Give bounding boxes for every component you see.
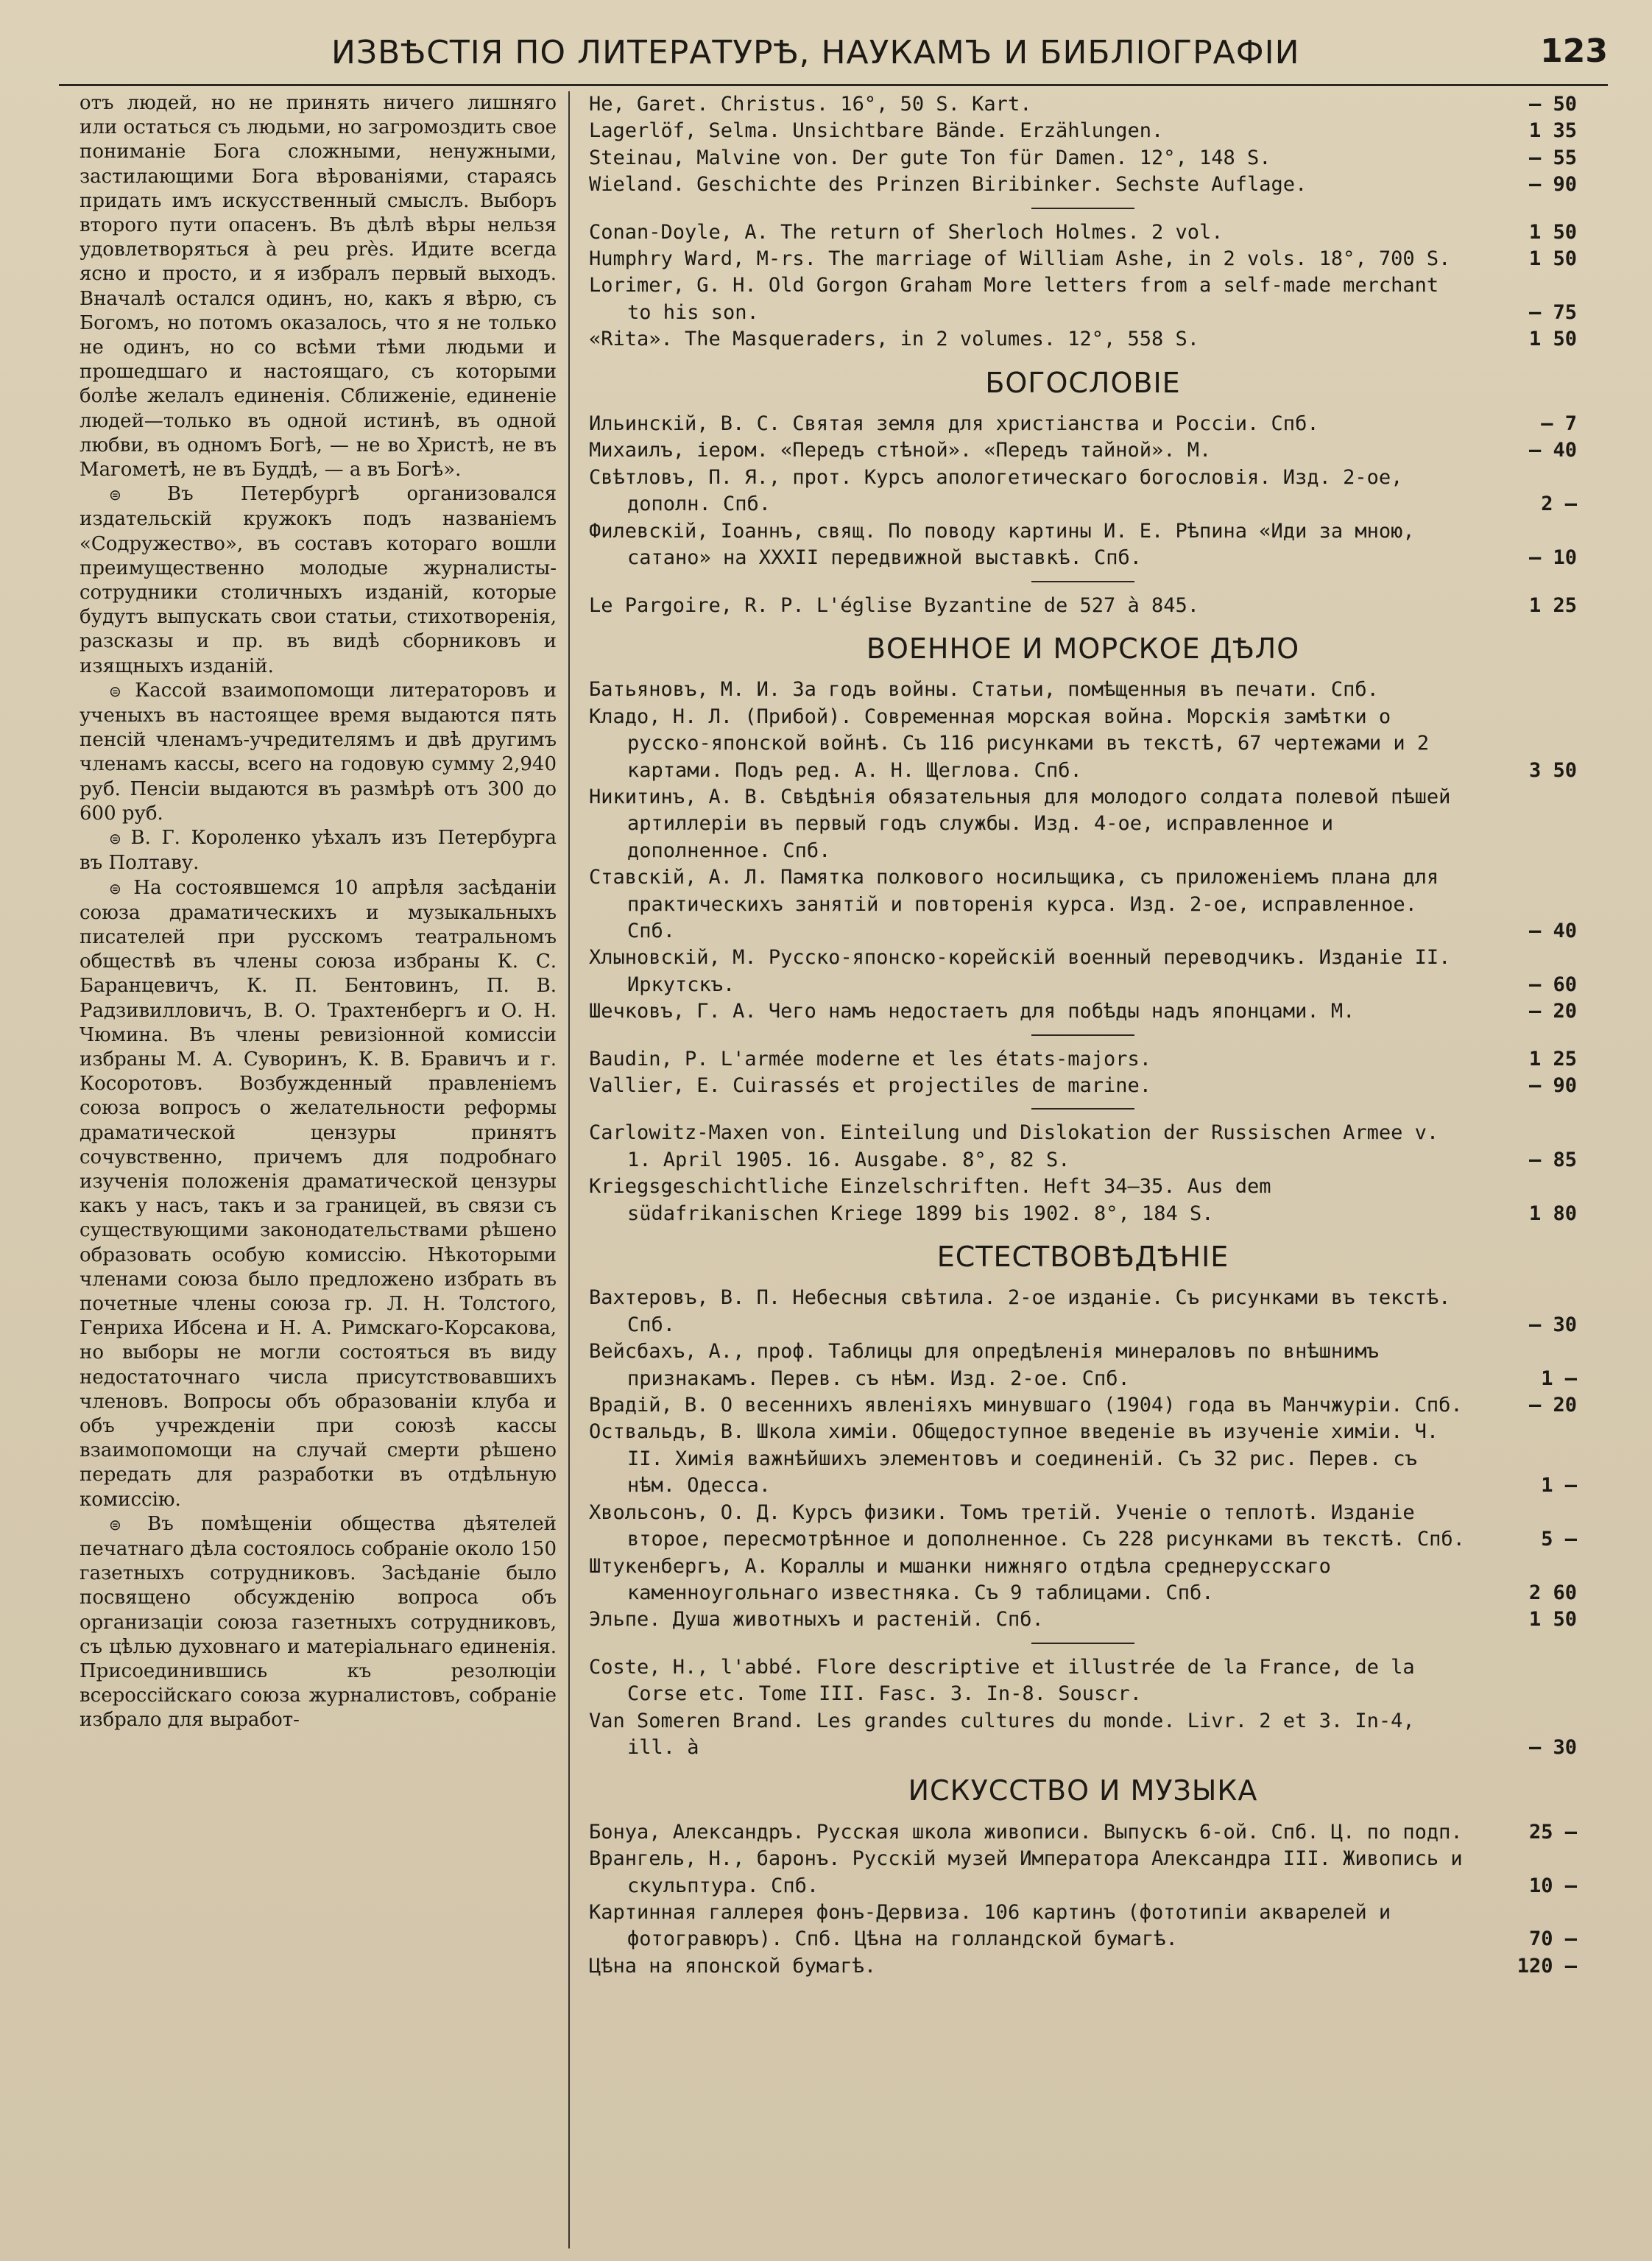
entry-text: Картинная галлерея фонъ-Дервиза. 106 картинъ (фототипіи акварелей и фотогравюръ). Спб. Цѣна на голландской бумагѣ.: [589, 1900, 1391, 1951]
bibliography-column: [589, 91, 1577, 1980]
book-entry: [589, 1953, 1577, 1980]
running-header: [59, 21, 1608, 86]
paragraph-marker-icon: ⊜: [109, 486, 168, 504]
book-entry: [589, 1606, 1577, 1633]
entry-text: Оствальдъ, В. Школа химіи. Общедоступное введеніе въ изученіе химіи. Ч. II. Химія важнѣйшихъ элементовъ и соединеній. Съ 32 рис. Перев. съ нѣм. Одесса.: [589, 1420, 1439, 1498]
book-entry: [589, 1654, 1577, 1708]
page-number: 123: [1540, 32, 1608, 70]
entry-price: 120 —: [1517, 1954, 1577, 1978]
entry-text: Ставскій, А. Л. Памятка полкового носильщика, съ приложеніемъ плана для практическихъ занятій и повторенія курса. Изд. 2-ое, исправленное. Спб.: [589, 866, 1439, 942]
entry-text: Хвольсонъ, О. Д. Курсъ физики. Томъ третій. Ученіе о теплотѣ. Изданіе второе, пересмотрѣнное и дополненное. Съ 228 рисунками въ текстѣ. Спб.: [589, 1500, 1465, 1551]
entry-price: 10 —: [1528, 1874, 1577, 1897]
news-paragraph: [80, 679, 557, 826]
news-paragraph: [80, 91, 557, 482]
book-entry: [589, 326, 1577, 353]
paragraph-marker-icon: ⊜: [109, 1515, 148, 1534]
entry-price: — 85: [1528, 1148, 1577, 1171]
entry-price: 1 50: [1528, 220, 1577, 244]
section-heading: ИСКУССТВО И МУЗЫКА: [908, 1774, 1258, 1807]
book-entry: [589, 864, 1577, 945]
column-divider: [568, 91, 570, 2248]
book-entry: [589, 593, 1577, 619]
entry-price: — 20: [1528, 1000, 1577, 1023]
entry-price: 1 25: [1528, 593, 1577, 617]
entry-text: Свѣтловъ, П. Я., прот. Курсъ апологетическаго богословія. Изд. 2-ое, дополн. Спб.: [589, 465, 1403, 516]
entry-text: Van Someren Brand. Les grandes cultures du monde. Livr. 2 et 3. In-4, ill. à: [589, 1709, 1415, 1759]
book-entry: [589, 1285, 1577, 1338]
entry-text: Кладо, Н. Л. (Прибой). Современная морская война. Морскія замѣтки о русско-японской войнѣ. Съ 116 рисунками въ текстѣ, 67 чертежами и 2 картами. Подъ ред. А. Н. Щеглова. Спб.: [589, 705, 1430, 782]
entry-text: Штукенбергъ, А. Кораллы и мшанки нижняго отдѣла среднерусскаго каменноугольнаго известняка. Съ 9 таблицами. Спб.: [589, 1554, 1331, 1604]
news-column: [80, 91, 557, 1733]
entry-price: — 20: [1528, 1394, 1577, 1417]
book-entry: [589, 1553, 1577, 1607]
entry-text: He, Garet. Christus. 16°, 50 S. Kart.: [589, 93, 1032, 116]
book-entry: [589, 1073, 1577, 1099]
news-paragraph: [80, 482, 557, 679]
paragraph-text: отъ людей, но не принять ничего лишняго или остаться съ людьми, но загромоздить свое пониманіе Бога сложными, ненужными, застилающими Бога вѣрованіями, стараясь придать имъ искусственный смыслъ. Выборъ второго пути опасенъ. Въ дѣлѣ вѣры нельзя удовлетворяться à peu près. Идите всегда ясно и просто, и я избралъ первый выходъ. Вначалѣ остался одинъ, но, какъ я вѣрю, съ Богомъ, но потомъ оказалось, что я не только не одинъ, но со всѣми тѣми людьми и прошедшаго и настоящаго, съ которыми болѣе желалъ единенія. Сближеніе, единеніе людей—только въ одной истинѣ, въ одной любви, въ одномъ Богѣ, — не во Христѣ, не въ Магометѣ, не въ Буддѣ, — а въ Богѣ».: [80, 92, 557, 482]
book-entry: [589, 118, 1577, 144]
entry-price: — 60: [1528, 973, 1577, 996]
book-entry: [589, 784, 1577, 864]
section-divider: [1031, 1034, 1134, 1036]
book-entry: [589, 145, 1577, 172]
news-paragraph: [80, 1512, 557, 1733]
paragraph-text: Въ помѣщеніи общества дѣятелей печатнаго дѣла состоялось собраніе около 150 газетныхъ сотрудниковъ. Засѣданіе было посвящено обсужденію вопроса объ организаціи союза газетныхъ сотрудниковъ, съ цѣлью духовнаго и матеріальнаго единенія. Присоединившись къ резолюціи всероссійскаго союза журналистовъ, собраніе избрало для выработ-: [80, 1512, 557, 1732]
entry-text: Le Pargoire, R. P. L'église Byzantine de 527 à 845.: [589, 593, 1200, 617]
entry-price: 1 —: [1541, 1474, 1577, 1498]
book-entry: [589, 1338, 1577, 1392]
entry-price: 2 60: [1528, 1581, 1577, 1604]
book-entry: [589, 465, 1577, 518]
section-divider: [1031, 208, 1134, 209]
entry-text: Steinau, Malvine von. Der gute Ton für Damen. 12°, 148 S.: [589, 146, 1271, 169]
entry-price: 1 50: [1528, 1608, 1577, 1632]
entry-text: «Rita». The Masqueraders, in 2 volumes. 12°, 558 S.: [589, 328, 1200, 351]
book-entry: [589, 704, 1577, 784]
entry-text: Carlowitz-Maxen von. Einteilung und Dislokation der Russischen Armee v. 1. April 1905. 16. Ausgabe. 8°, 82 S.: [589, 1121, 1439, 1171]
book-entry: [589, 411, 1577, 437]
entry-price: — 50: [1528, 93, 1577, 116]
entry-price: — 90: [1528, 173, 1577, 197]
entry-text: Шечковъ, Г. А. Чего намъ недостаетъ для побѣды надъ японцами. М.: [589, 1000, 1355, 1023]
entry-text: Батьяновъ, М. И. За годъ войны. Статьи, помѣщенныя въ печати. Спб.: [589, 678, 1379, 702]
paragraph-marker-icon: ⊜: [109, 879, 134, 897]
entry-price: — 10: [1528, 546, 1577, 570]
book-entry: [589, 1174, 1577, 1227]
entry-price: 3 50: [1528, 758, 1577, 782]
section-heading: БОГОСЛОВІЕ: [985, 366, 1181, 399]
entry-text: Lagerlöf, Selma. Unsichtbare Bände. Erzählungen.: [589, 119, 1164, 143]
section-divider: [1031, 581, 1134, 582]
book-entry: [589, 172, 1577, 198]
book-entry: [589, 945, 1577, 998]
entry-price: 1 25: [1528, 1047, 1577, 1070]
entry-text: Михаилъ, іером. «Передъ стѣной». «Передъ тайной». М.: [589, 439, 1212, 462]
book-entry: [589, 1846, 1577, 1900]
book-entry: [589, 1500, 1577, 1553]
book-entry: [589, 1392, 1577, 1419]
entry-text: Kriegsgeschichtliche Einzelschriften. Heft 34—35. Aus dem südafrikanischen Kriege 1899 bis 1902. 8°, 184 S.: [589, 1175, 1271, 1225]
book-entry: [589, 1819, 1577, 1846]
entry-price: 5 —: [1541, 1528, 1577, 1551]
paragraph-text: В. Г. Короленко уѣхалъ изъ Петербурга въ Полтаву.: [80, 827, 557, 875]
entry-price: — 30: [1528, 1313, 1577, 1336]
entry-text: Эльпе. Душа животныхъ и растеній. Спб.: [589, 1608, 1044, 1632]
entry-price: 2 —: [1541, 493, 1577, 516]
book-entry: [589, 246, 1577, 272]
entry-price: — 7: [1541, 412, 1577, 436]
entry-price: 1 50: [1528, 328, 1577, 351]
section-heading: ЕСТЕСТВОВѢДѢНІЕ: [936, 1241, 1229, 1274]
entry-price: 25 —: [1528, 1820, 1577, 1844]
section-divider: [1031, 1643, 1134, 1644]
entry-price: — 40: [1528, 439, 1577, 462]
section-divider: [1031, 1108, 1134, 1110]
entry-text: Хлыновскій, М. Русско-японско-корейскій военный переводчикъ. Изданіе II. Иркутскъ.: [589, 946, 1451, 996]
book-entry: [589, 219, 1577, 246]
entry-text: Филевскій, Іоаннъ, свящ. По поводу картины И. Е. Рѣпина «Иди за мною, сатано» на XXXII передвижной выставкѣ. Спб.: [589, 519, 1415, 570]
book-entry: [589, 1120, 1577, 1174]
book-entry: [589, 91, 1577, 118]
news-paragraph: [80, 826, 557, 875]
entry-text: Бонуа, Александръ. Русская школа живописи. Выпускъ 6-ой. Спб. Ц. по подп.: [589, 1820, 1463, 1844]
entry-text: Никитинъ, А. В. Свѣдѣнія обязательныя для молодого солдата полевой пѣшей артиллеріи въ первый годъ службы. Изд. 4-ое, исправленное и дополненное. Спб.: [589, 785, 1451, 862]
paragraph-marker-icon: ⊜: [109, 682, 135, 700]
entry-text: Вахтеровъ, В. П. Небесныя свѣтила. 2-ое изданіе. Съ рисунками въ текстѣ. Спб.: [589, 1286, 1451, 1336]
section-heading: ВОЕННОЕ И МОРСКОЕ ДѢЛО: [866, 632, 1300, 665]
entry-price: — 55: [1528, 146, 1577, 169]
entry-text: Conan-Doyle, A. The return of Sherloch Holmes. 2 vol.: [589, 220, 1224, 244]
news-paragraph: [80, 876, 557, 1512]
entry-text: Врадій, В. О весеннихъ явленіяхъ минувшаго (1904) года въ Манчжуріи. Спб.: [589, 1394, 1463, 1417]
paragraph-text: На состоявшемся 10 апрѣля засѣданіи союза драматическихъ и музыкальныхъ писателей при русскомъ театральномъ обществѣ въ члены союза избраны К. С. Баранцевичъ, К. П. Бентовинъ, П. В. Радзивилловичъ, В. О. Трахтенбергъ и О. Н. Чюмина. Въ члены ревизіонной комиссіи избраны М. А. Суворинъ, К. В. Бравичъ и г. Косоротовъ. Возбужденный правленіемъ союза вопросъ о желательности реформы драматической цензуры принятъ сочувственно, причемъ для подробнаго изученія положенія драматической цензуры какъ у насъ, такъ и за границей, въ связи съ существующими законодательствами рѣшено образовать особую комиссію. Нѣкоторыми членами союза было предложено избрать въ почетные члены союза гр. Л. Н. Толстого, Генриха Ибсена и Н. А. Римскаго-Корсакова, но выборы не могли состояться въ виду недостаточнаго числа присутствовавшихъ членовъ. Вопросы объ образованіи клуба и объ учрежденіи при союзѣ кассы взаимопомощи на случай смерти рѣшено передать для разработки въ отдѣльную комиссію.: [80, 876, 557, 1511]
entry-price: 1 80: [1528, 1202, 1577, 1225]
entry-price: 1 —: [1541, 1366, 1577, 1390]
book-entry: [589, 1900, 1577, 1953]
book-entry: [589, 1708, 1577, 1762]
entry-text: Wieland. Geschichte des Prinzen Biribinker. Sechste Auflage.: [589, 173, 1307, 197]
book-entry: [589, 1419, 1577, 1499]
paragraph-text: Кассой взаимопомощи литераторовъ и ученыхъ въ настоящее время выдаются пять пенсій членамъ-учредителямъ и двѣ другимъ членамъ кассы, всего на годовую сумму 2,940 руб. Пенсіи выдаются въ размѣрѣ отъ 300 до 600 руб.: [80, 679, 557, 825]
entry-price: — 75: [1528, 300, 1577, 324]
paragraph-text: Въ Петербургѣ организовался издательскій кружокъ подъ названіемъ «Содружество», въ составъ котораго вошли преимущественно молодые журналисты-сотрудники столичныхъ изданій, которые будутъ выпускать свои статьи, стихотворенія, разсказы и пр. въ видѣ сборниковъ и изящныхъ изданій.: [80, 483, 557, 677]
entry-price: — 30: [1528, 1735, 1577, 1759]
book-entry: [589, 677, 1577, 703]
book-entry: [589, 272, 1577, 326]
header-title: ИЗВѢСТІЯ ПО ЛИТЕРАТУРѢ, НАУКАМЪ И БИБЛІОГРАФІИ: [331, 34, 1300, 71]
entry-price: — 90: [1528, 1074, 1577, 1097]
entry-price: — 40: [1528, 919, 1577, 942]
entry-price: 1 35: [1528, 119, 1577, 143]
book-entry: [589, 437, 1577, 464]
entry-text: Humphry Ward, M-rs. The marriage of William Ashe, in 2 vols. 18°, 700 S.: [589, 247, 1451, 271]
entry-text: Цѣна на японской бумагѣ.: [589, 1954, 877, 1978]
entry-text: Вейсбахъ, А., проф. Таблицы для опредѣленія минераловъ по внѣшнимъ признакамъ. Перев. съ нѣм. Изд. 2-ое. Спб.: [589, 1340, 1379, 1390]
paragraph-marker-icon: ⊜: [109, 830, 131, 848]
entry-text: Ильинскій, В. С. Святая земля для христіанства и Россіи. Спб.: [589, 412, 1319, 436]
book-entry: [589, 518, 1577, 572]
book-entry: [589, 998, 1577, 1025]
entry-text: Врангель, Н., баронъ. Русскій музей Императора Александра III. Живопись и скульптура. Спб.: [589, 1847, 1463, 1897]
entry-text: Baudin, P. L'armée moderne et les états-majors.: [589, 1047, 1152, 1070]
entry-text: Vallier, E. Cuirassés et projectiles de marine.: [589, 1074, 1152, 1097]
book-entry: [589, 1046, 1577, 1073]
entry-text: Coste, H., l'abbé. Flore descriptive et illustrée de la France, de la Corse etc. Tome III. Fasc. 3. In-8. Souscr.: [589, 1655, 1415, 1706]
entry-text: Lorimer, G. H. Old Gorgon Graham More letters from a self-made merchant to his son.: [589, 274, 1439, 324]
entry-price: 1 50: [1528, 247, 1577, 271]
entry-price: 70 —: [1528, 1927, 1577, 1951]
